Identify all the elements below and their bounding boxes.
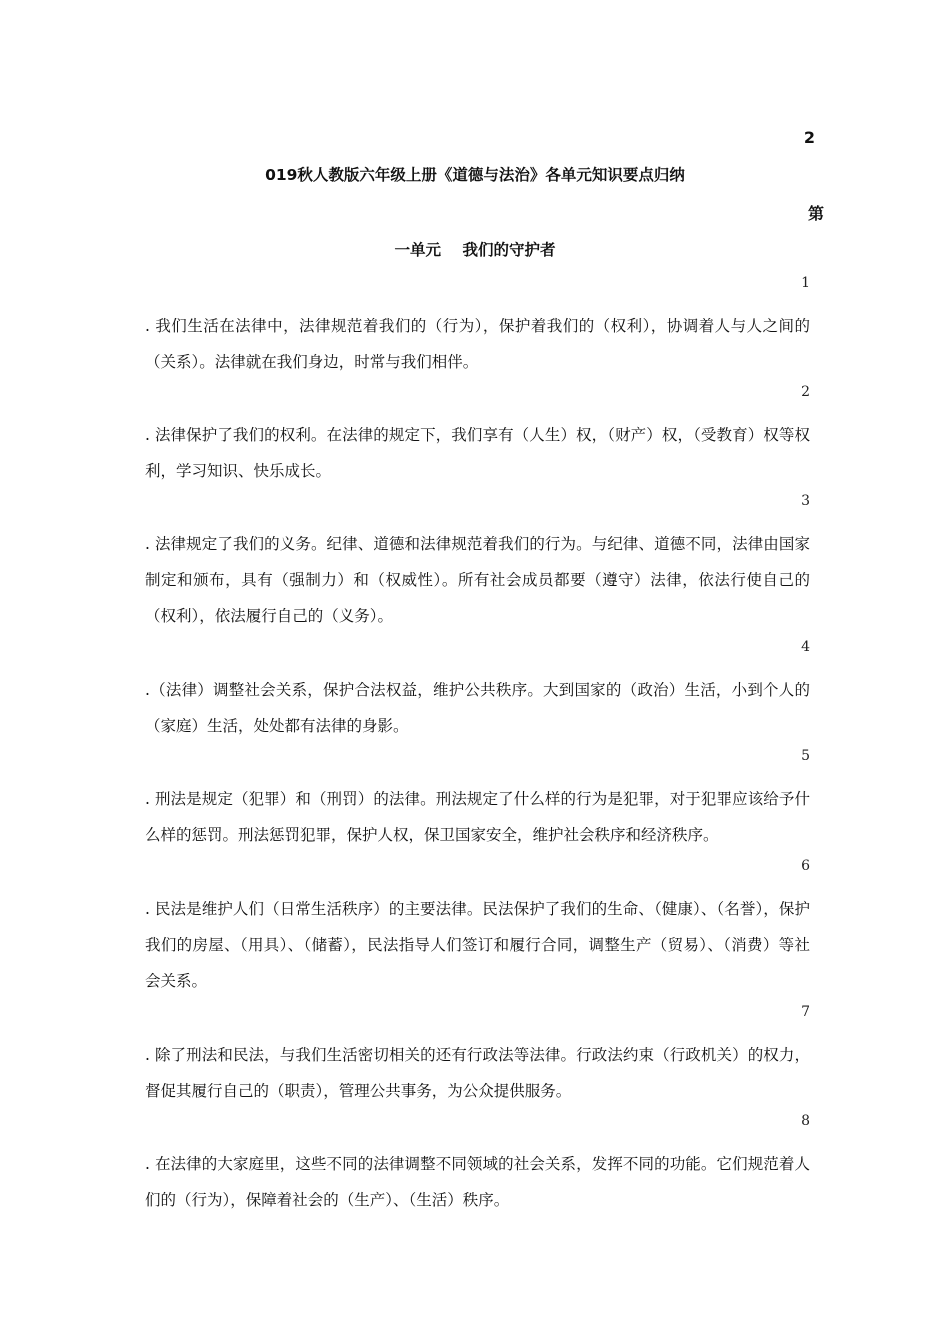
item-number: 6 xyxy=(801,858,810,874)
item-text: . 刑法是规定（犯罪）和（刑罚）的法律。刑法规定了什么样的行为是犯罪，对于犯罪应该给予什么样的惩罚。刑法惩罚犯罪，保护人权，保卫国家安全，维护社会秩序和经济秩序。 xyxy=(145,790,810,844)
item-number: 4 xyxy=(801,639,810,655)
list-item xyxy=(145,855,810,999)
list-item xyxy=(145,381,810,489)
item-number: 8 xyxy=(801,1113,810,1129)
item-number: 2 xyxy=(801,384,810,400)
item-text: . 民法是维护人们（日常生活秩序）的主要法律。民法保护了我们的生命、（健康）、（名誉），保护我们的房屋、（用具）、（储蓄），民法指导人们签订和履行合同，调整生产（贸易）、（消费）等社会关系。 xyxy=(145,900,810,990)
item-text: . 除了刑法和民法，与我们生活密切相关的还有行政法等法律。行政法约束（行政机关）的权力，督促其履行自己的（职责），管理公共事务，为公众提供服务。 xyxy=(145,1046,810,1100)
list-item xyxy=(145,490,810,634)
list-item xyxy=(145,272,810,380)
item-text: . 法律保护了我们的权利。在法律的规定下，我们享有（人生）权，（财产）权，（受教育）权等权利，学习知识、快乐成长。 xyxy=(145,426,810,480)
document-title: 019秋人教版六年级上册《道德与法治》各单元知识要点归纳 xyxy=(265,166,685,184)
unit-title: 一单元 我们的守护者 xyxy=(394,241,556,259)
item-number: 5 xyxy=(801,748,810,764)
item-text: . 我们生活在法律中，法律规范着我们的（行为），保护着我们的（权利），协调着人与人之间的（关系）。法律就在我们身边，时常与我们相伴。 xyxy=(145,317,810,371)
list-item xyxy=(145,636,810,744)
item-number: 3 xyxy=(801,493,810,509)
item-number: 7 xyxy=(801,1004,810,1020)
list-item xyxy=(145,745,810,853)
list-item xyxy=(145,1110,810,1218)
item-text: . 在法律的大家庭里，这些不同的法律调整不同领域的社会关系，发挥不同的功能。它们规范着人们的（行为），保障着社会的（生产）、（生活）秩序。 xyxy=(145,1155,810,1209)
item-text: .（法律）调整社会关系，保护合法权益，维护公共秩序。大到国家的（政治）生活，小到个人的（家庭）生活，处处都有法律的身影。 xyxy=(145,681,810,735)
item-text: . 法律规定了我们的义务。纪律、道德和法律规范着我们的行为。与纪律、道德不同，法律由国家制定和颁布，具有（强制力）和（权威性）。所有社会成员都要（遵守）法律，依法行使自己的（权利），依法履行自己的（义务）。 xyxy=(145,535,810,625)
title-di: 第 xyxy=(807,204,824,223)
item-number: 1 xyxy=(801,275,810,291)
title-number: 2 xyxy=(803,128,815,147)
list-item xyxy=(145,1001,810,1109)
